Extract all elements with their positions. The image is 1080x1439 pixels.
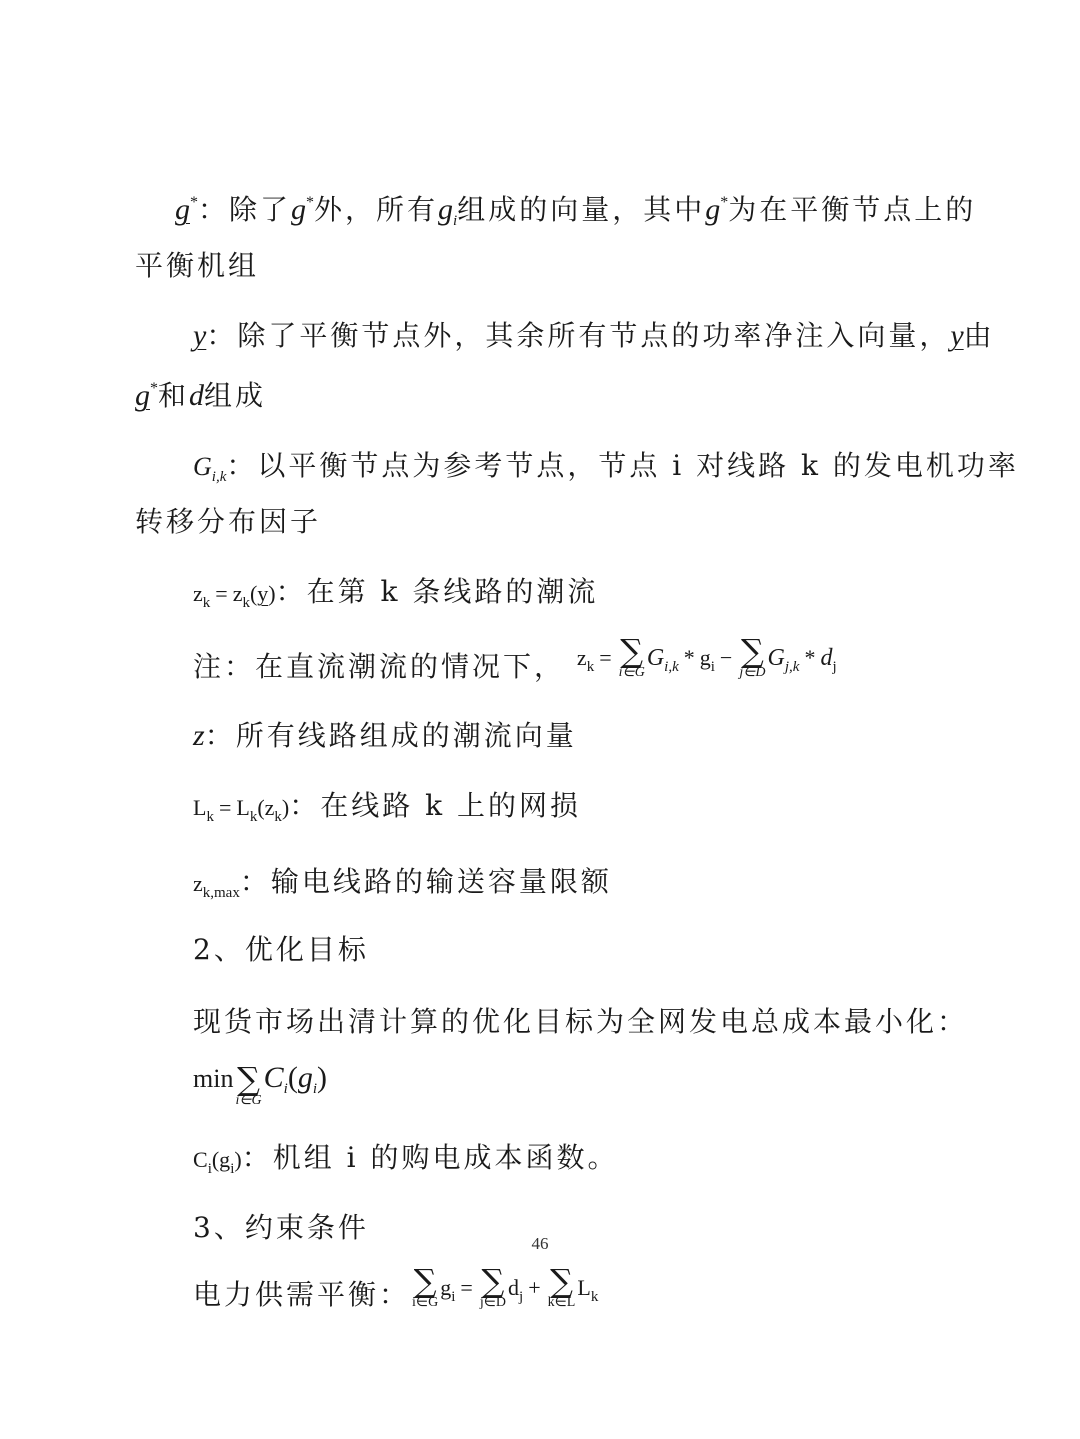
def-Ci-text: ：机组 i 的购电成本函数。 [241,1141,619,1174]
balance-label: 电力供需平衡： [193,1278,411,1311]
def-G-ik-text1: ：以平衡节点为参考节点，节点 i 对线路 k 的发电机功率 [226,449,1019,482]
def-zk: $z_k = z_k(y)$：在第 k 条线路的潮流 [193,575,599,611]
def-G-ik: $G_{i,k}$：以平衡节点为参考节点，节点 i 对线路 k 的发电机功率 [193,449,1019,485]
def-Lk-text1: ：在线路 k 上的网损 [289,789,582,822]
def-g-star-text1: ：除了 [198,193,292,226]
section-3-heading: 3、约束条件 [193,1211,369,1244]
def-y-text2: 由 [963,319,995,352]
note-dc-flow [193,631,837,701]
page-number: 46 [531,1234,549,1253]
def-g-star-cont: 平衡机组 [135,249,260,282]
note-formula: $z_k$ = ∑ i∈G $G_{i,k} * g_i$ − ∑ j∈D $G_{j,k} * d_j$ [576,631,837,680]
def-y-text3: 和 [158,379,190,412]
def-zkmax: $z_{k,max}$：输电线路的输送容量限额 [193,865,612,901]
def-z-text1: ：所有线路组成的潮流向量 [204,719,577,752]
def-Lk: $L_k = L_k(z_k)$：在线路 k 上的网损 [193,789,582,825]
def-g-star-text4: 为在平衡节点上的 [728,193,977,226]
section-2-heading: 2、优化目标 [193,933,369,966]
symbol-g-underline: g [175,193,190,226]
def-zk-text1: ：在第 k 条线路的潮流 [275,575,599,608]
def-y: y：除了平衡节点外，其余所有节点的功率净注入向量，y由 [193,319,995,352]
note-text: 注：在直流潮流的情况下， [193,650,566,683]
symbol-y-underline: y [193,319,207,352]
def-Ci: $C_i(g_i)$：机组 i 的购电成本函数。 [193,1141,619,1177]
balance-formula: ∑ i∈G $g_i$ = ∑ j∈D $d_j$ + ∑ k∈L $L_k$ [412,1261,599,1310]
section-2-text: 现货市场出清计算的优化目标为全网发电总成本最小化： [193,1005,969,1038]
def-g-star: g*：除了g*外，所有$g_i$组成的向量，其中g*为在平衡节点上的 [175,193,977,229]
def-z: z：所有线路组成的潮流向量 [193,719,577,752]
objective-formula: min ∑ i∈G $C_i(g_i)$ [193,1059,328,1108]
def-y-cont: g*和d组成 [135,379,267,412]
def-y-text4: 组成 [204,379,267,412]
def-g-star-text3: 组成的向量，其中 [457,193,706,226]
def-y-text1: ：除了平衡节点外，其余所有节点的功率净注入向量， [206,319,951,352]
def-g-star-text2: 外，所有 [314,193,439,226]
balance-constraint [193,1261,599,1329]
def-zkmax-text1: ：输电线路的输送容量限额 [239,865,612,898]
def-G-ik-cont: 转移分布因子 [135,505,322,538]
